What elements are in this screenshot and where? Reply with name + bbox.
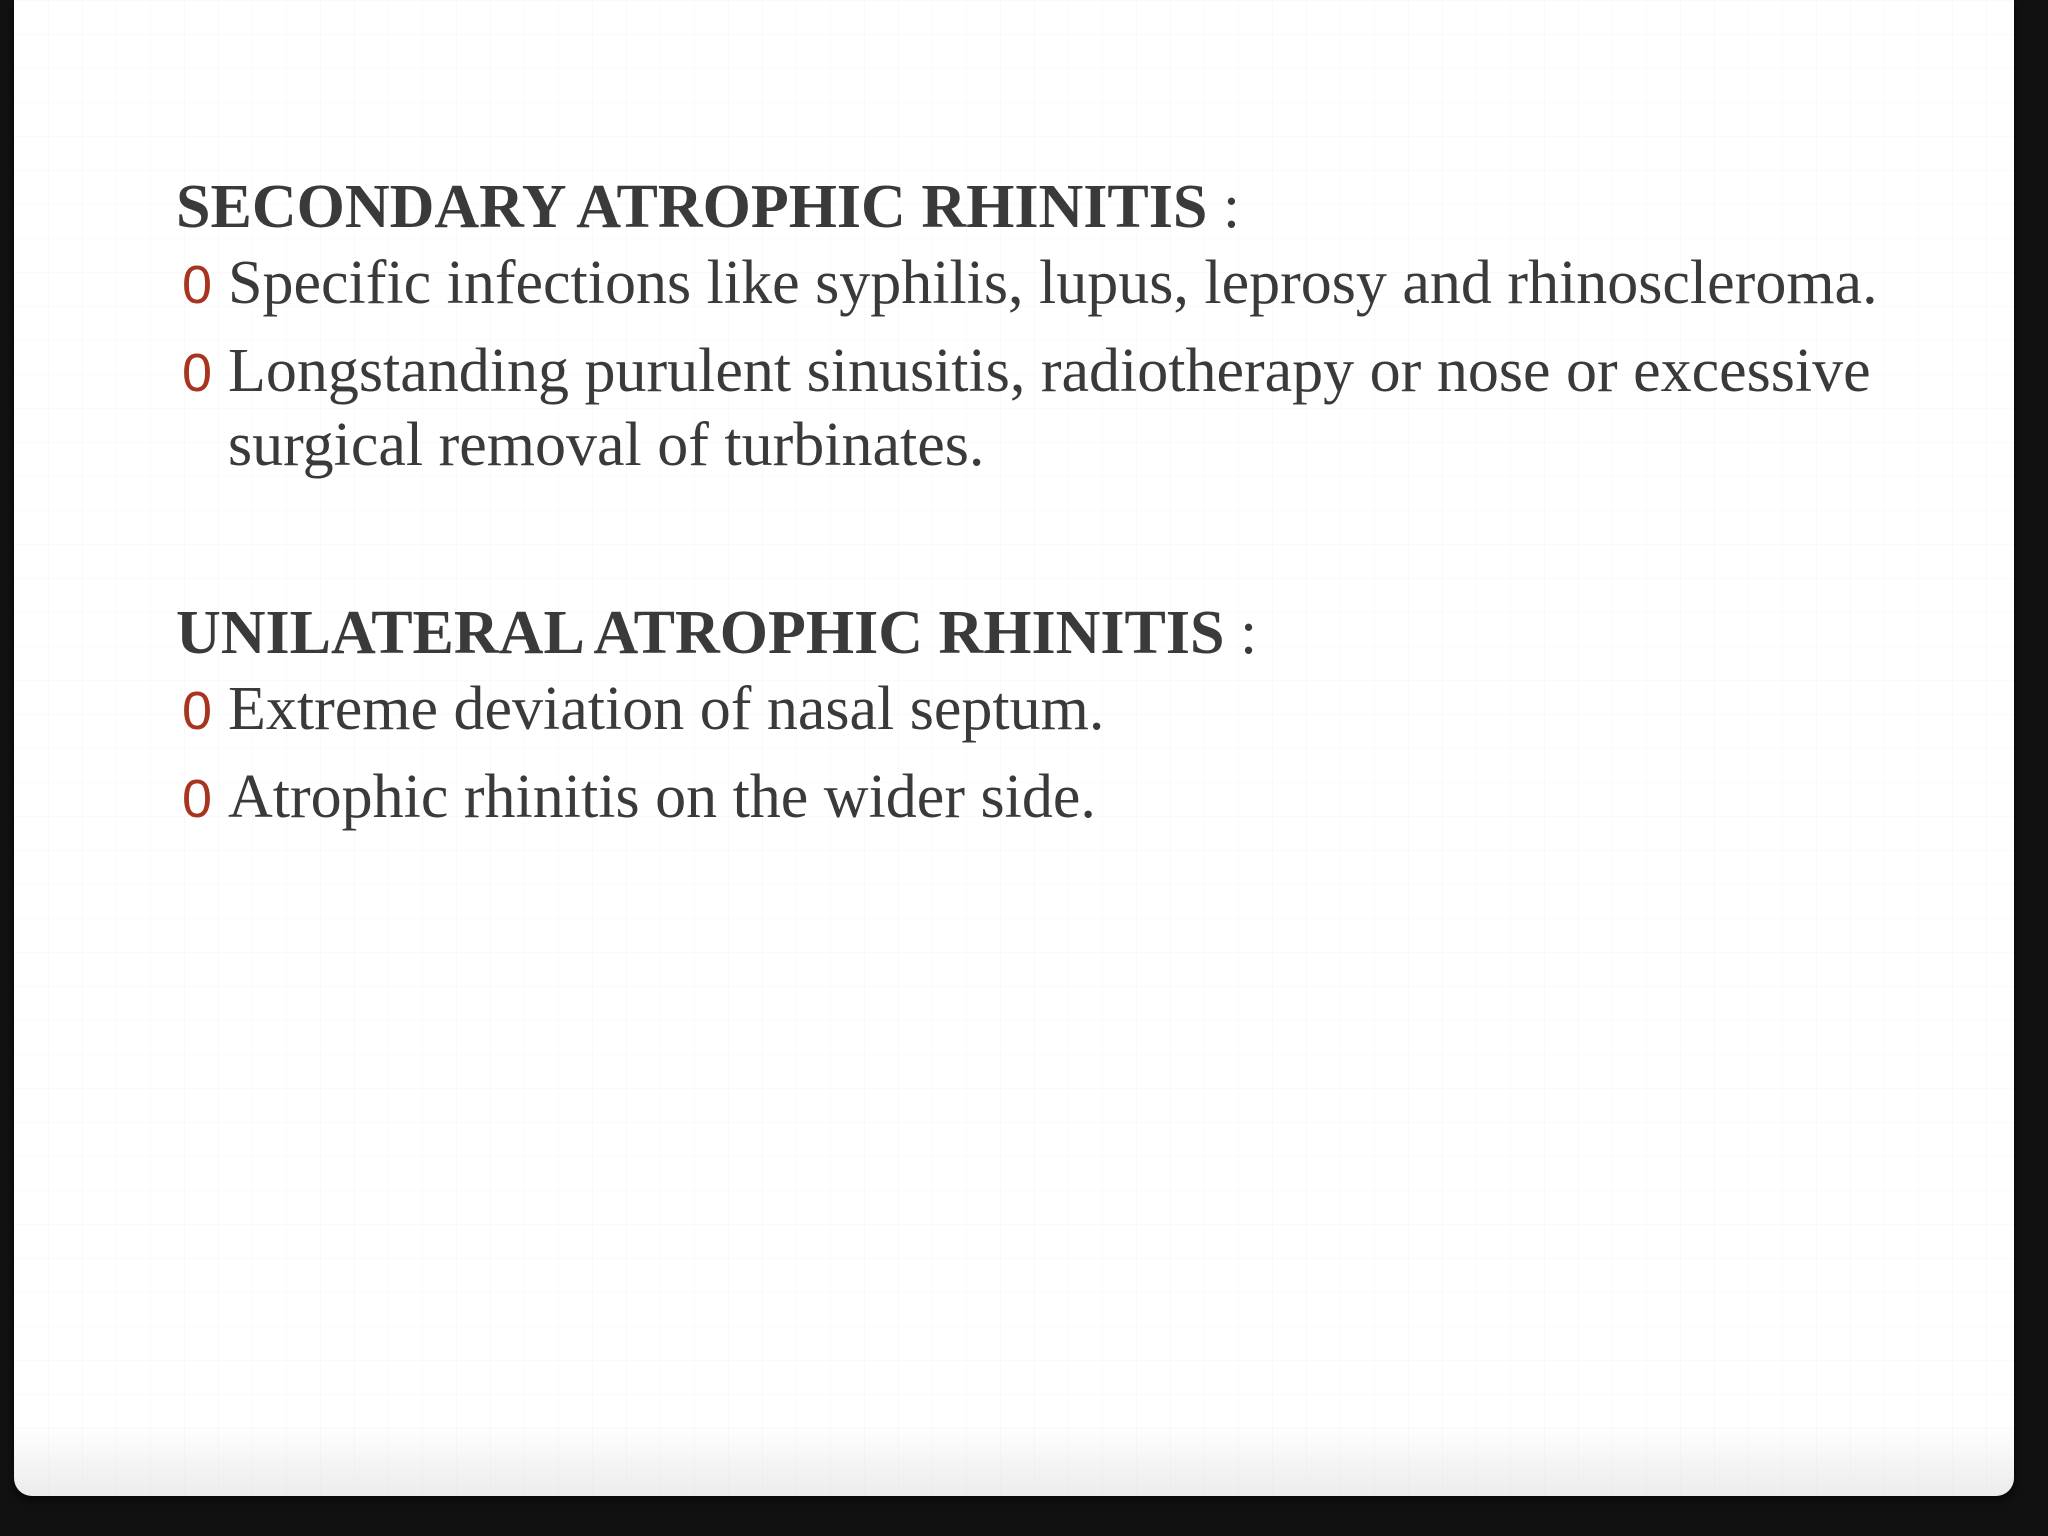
section-heading-secondary: [176, 168, 1896, 246]
bullet-text: Specific infections like syphilis, lupus, leprosy and rhinoscleroma.: [228, 249, 1878, 317]
bullet-text: Extreme deviation of nasal septum.: [228, 675, 1105, 743]
list-item: [176, 246, 1896, 320]
section-heading-unilateral: [176, 594, 1896, 672]
bullet-icon: 0: [182, 681, 213, 741]
section-title: UNILATERAL ATROPHIC RHINITIS: [176, 599, 1225, 667]
bullet-icon: 0: [182, 343, 213, 403]
list-item: [176, 760, 1896, 834]
bullet-icon: 0: [182, 255, 213, 315]
bullet-text: Atrophic rhinitis on the wider side.: [228, 763, 1096, 831]
section-title: SECONDARY ATROPHIC RHINITIS: [176, 173, 1208, 241]
list-item: [176, 334, 1896, 482]
section-separator: :: [1222, 173, 1241, 241]
bullet-text: Longstanding purulent sinusitis, radiotherapy or nose or excessive surgical removal of turbinates.: [228, 337, 1871, 479]
bullet-list-unilateral: [176, 672, 1896, 834]
list-item: [176, 672, 1896, 746]
slide-content: [176, 168, 1896, 848]
bullet-list-secondary: [176, 246, 1896, 482]
bullet-icon: 0: [182, 769, 213, 829]
section-spacer: [176, 496, 1896, 594]
section-separator: :: [1240, 599, 1258, 667]
slide: [14, 0, 2014, 1496]
